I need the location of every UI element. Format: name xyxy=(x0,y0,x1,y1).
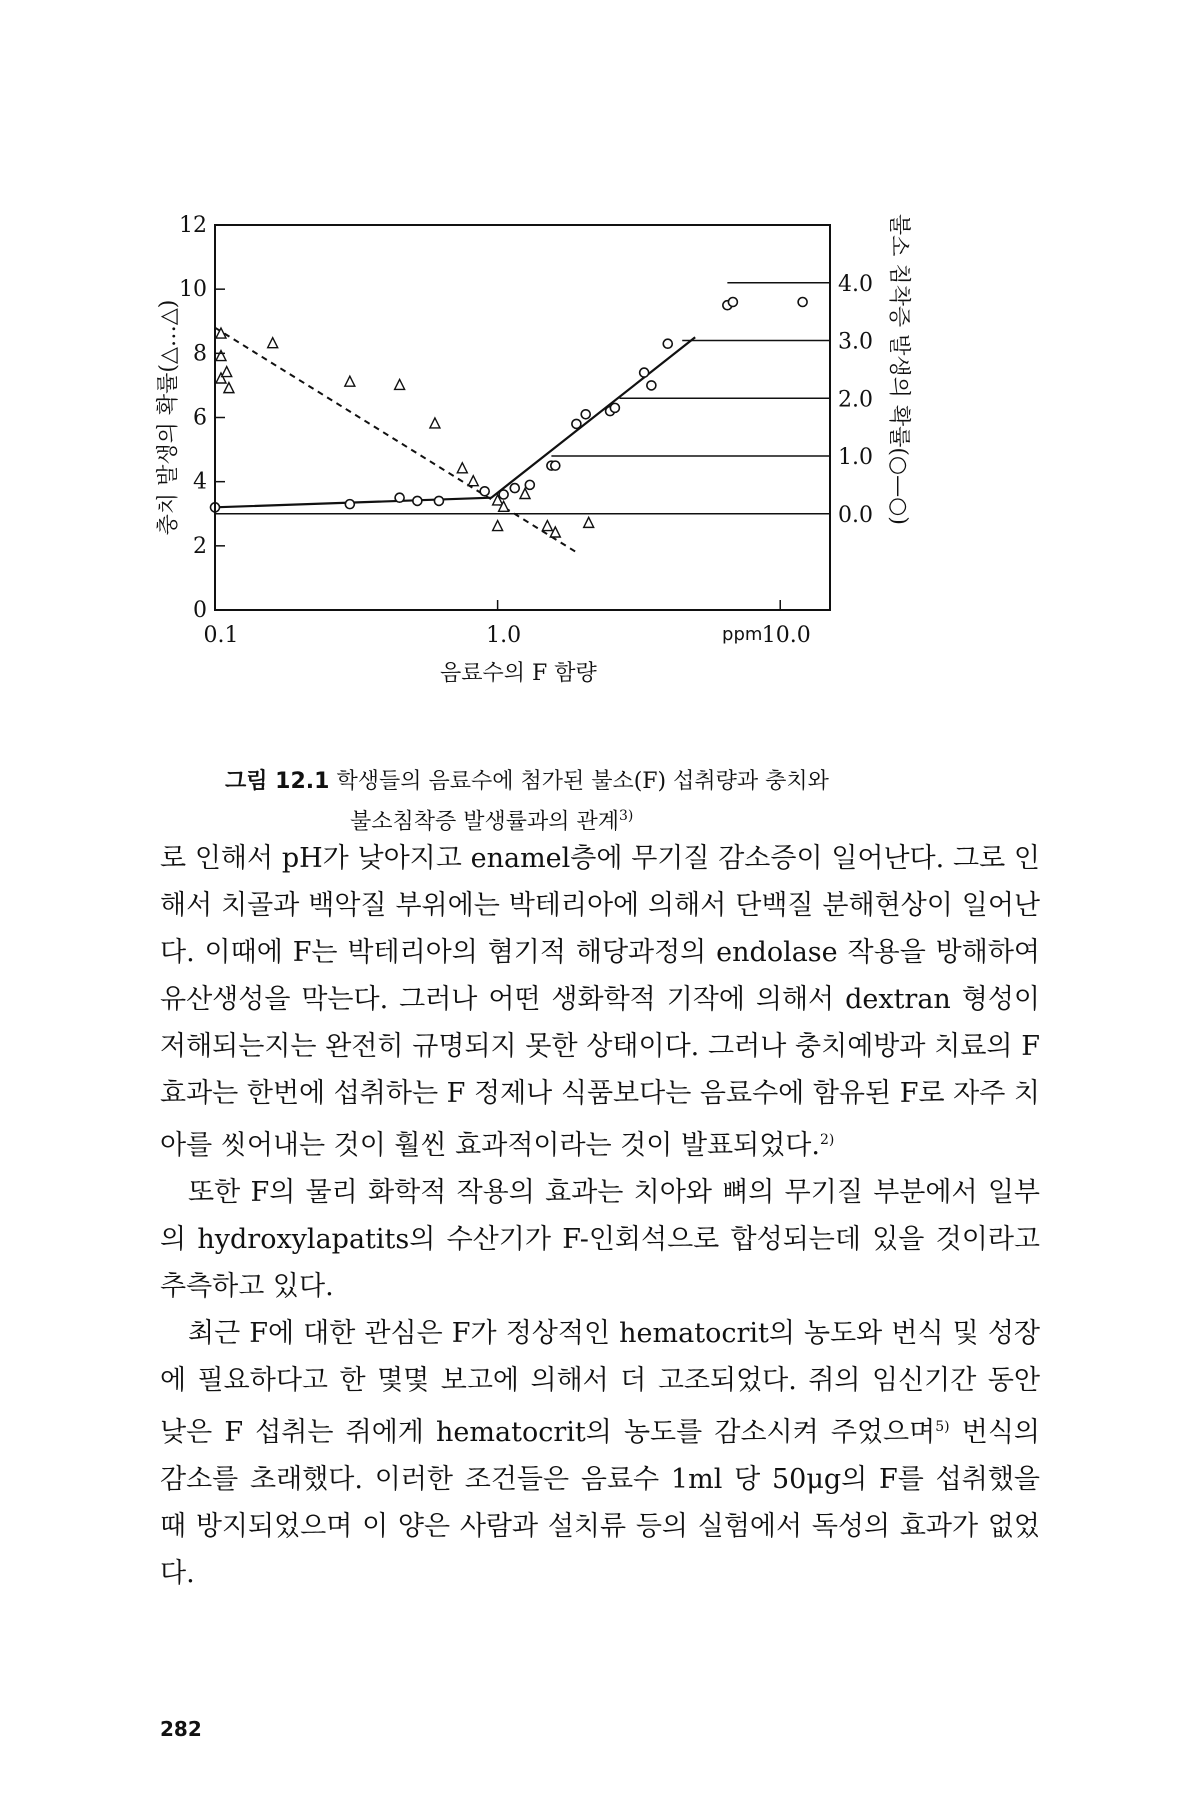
x-tick-label: 10.0 xyxy=(761,623,811,648)
x-unit-label: ppm xyxy=(722,624,763,645)
circle-marker xyxy=(434,496,443,505)
y-tick-label: 12 xyxy=(179,213,207,238)
y-tick-label-right: 4.0 xyxy=(838,271,873,297)
body-text xyxy=(160,835,1040,1597)
triangle-marker xyxy=(468,476,478,486)
circle-marker xyxy=(551,461,560,470)
circle-marker xyxy=(345,500,354,509)
y-tick-label-right: 2.0 xyxy=(838,387,873,413)
circle-marker xyxy=(663,339,672,348)
triangle-marker xyxy=(222,367,232,377)
circle-marker xyxy=(640,368,649,377)
y-tick-label-right: 1.0 xyxy=(838,445,873,470)
y-tick-label: 6 xyxy=(193,405,207,431)
triangle-marker xyxy=(395,379,405,389)
triangle-marker xyxy=(584,517,594,527)
circle-marker xyxy=(572,419,581,428)
caption-line1: 학생들의 음료수에 첨가된 불소(F) 섭취량과 충치와 xyxy=(336,769,829,794)
x-axis-label: 음료수의 F 함량 xyxy=(439,661,597,686)
circle-marker xyxy=(480,487,489,496)
y-tick-label: 4 xyxy=(193,469,207,495)
circle-marker xyxy=(798,298,807,307)
x-tick-label: 1.0 xyxy=(486,623,522,648)
y-tick-label-right: 3.0 xyxy=(838,329,873,355)
triangle-marker xyxy=(430,418,440,428)
caption-ref: 3) xyxy=(619,808,634,824)
triangle-marker xyxy=(216,351,226,361)
circle-marker xyxy=(395,493,404,502)
triangle-marker xyxy=(542,521,552,531)
paragraph-3-ref: 5) xyxy=(935,1419,950,1435)
circle-marker xyxy=(581,410,590,419)
caption-label: 그림 12.1 xyxy=(225,769,330,794)
paragraph-1: 로 인해서 pH가 낮아지고 enamel층에 무기질 감소증이 일어난다. 그로 인해서 치골과 백악질 부위에는 박테리아에 의해서 단백질 분해현상이 일어난다. 이때에 F는 박테리아의 혐기적 해당과정의 endolase 작용을 방해하여 유산생성을 막는다. 그러나 어떤 생화학적 기작에 의해서 dextran 형성이 저해되는지는 완전히 규명되지 못한 상태이다. 그러나 충치예방과 치료의 F효과는 한번에 섭취하는 F 정제나 식품보다는 음료수에 함유된 F로 자주 치아를 씻어내는 것이 훨씬 효과적이라는 것이 발표되었다.$^{2)}$ xyxy=(160,843,1040,1161)
y-tick-label-right: 0.0 xyxy=(838,502,873,528)
circle-marker xyxy=(510,484,519,493)
circle-marker xyxy=(728,298,737,307)
y-tick-label: 8 xyxy=(193,341,207,367)
y-tick-label: 0 xyxy=(193,598,207,623)
caption-line2: 불소침착증 발생률과의 관계 xyxy=(350,809,620,835)
x-tick-label: 0.1 xyxy=(203,623,239,648)
y-tick-label: 2 xyxy=(193,533,207,559)
triangle-marker xyxy=(224,383,234,393)
y-tick-label: 10 xyxy=(179,277,207,303)
dashed-fit-line xyxy=(215,328,576,553)
triangle-marker xyxy=(345,376,355,386)
solid-fit-line xyxy=(215,337,695,507)
triangle-marker xyxy=(457,463,467,473)
circle-marker xyxy=(413,496,422,505)
y-axis-label-left: 충치 발생의 확률(△…△) xyxy=(156,299,181,536)
figure-chart xyxy=(156,213,1090,755)
chart-svg xyxy=(156,213,1090,755)
y-axis-label-right: 불소 침착증 발생의 확률(○—○) xyxy=(886,213,911,525)
paragraph-2: 또한 F의 물리 화학적 작용의 효과는 치아와 뼈의 무기질 부분에서 일부의 hydroxylapatits의 수산기가 F-인회석으로 합성되는데 있을 것이라고 추측하고 있다. xyxy=(160,1177,1040,1302)
triangle-marker xyxy=(493,521,503,531)
circle-marker xyxy=(525,480,534,489)
figure-caption xyxy=(225,765,1075,839)
circle-marker xyxy=(610,403,619,412)
paragraph-3: 최근 F에 대한 관심은 F가 정상적인 hematocrit의 농도와 번식 및 성장에 필요하다고 한 몇몇 보고에 의해서 더 고조되었다. 쥐의 임신기간 동안 낮은 F 섭취는 쥐에게 hematocrit의 농도를 감소시켜 주었으며$^{5)}$ 번식의 감소를 초래했다. 이러한 조건들은 음료수 1ml 당 50μg의 F를 섭취했을 때 방지되었으며 이 양은 사람과 설치류 등의 실험에서 독성의 효과가 없었다. xyxy=(160,1318,1040,1589)
paragraph-1-ref: 2) xyxy=(819,1132,835,1148)
triangle-marker xyxy=(268,338,278,348)
circle-marker xyxy=(647,381,656,390)
page-number: 282 xyxy=(160,1717,202,1741)
circle-marker xyxy=(499,490,508,499)
